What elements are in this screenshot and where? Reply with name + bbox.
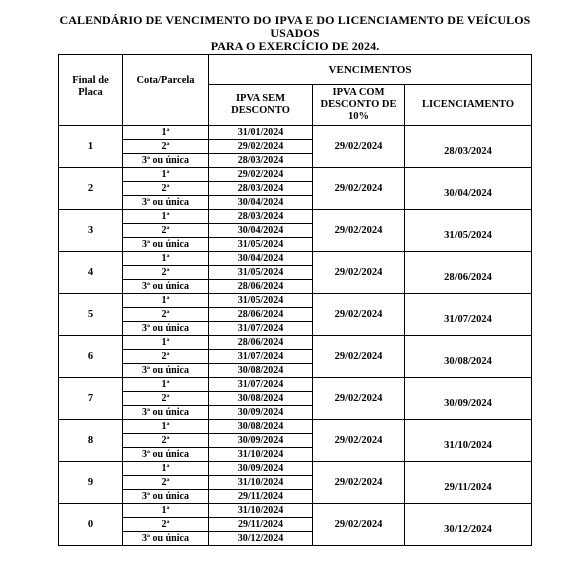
final-placa-cell: 7 [59,378,123,420]
table-row [59,294,532,308]
ipva-com-desconto-cell: 29/02/2024 [313,336,405,378]
document-title [40,14,550,53]
cota-cell: 1ª [123,126,209,140]
ipva-sem-desconto-cell: 30/08/2024 [209,392,313,406]
cota-cell: 3ª ou única [123,280,209,294]
ipva-sem-desconto-cell: 30/12/2024 [209,532,313,546]
ipva-sem-desconto-cell: 29/02/2024 [209,140,313,154]
ipva-sem-desconto-cell: 29/11/2024 [209,518,313,532]
ipva-sem-desconto-cell: 31/10/2024 [209,448,313,462]
licenciamento-cell: 30/08/2024 [405,336,532,378]
ipva-sem-desconto-cell: 30/09/2024 [209,434,313,448]
ipva-com-desconto-cell: 29/02/2024 [313,504,405,546]
ipva-sem-desconto-cell: 28/03/2024 [209,182,313,196]
title-line-2: PARA O EXERCÍCIO DE 2024. [210,39,380,53]
licenciamento-cell: 30/12/2024 [405,504,532,546]
licenciamento-cell: 28/06/2024 [405,252,532,294]
table-row [59,210,532,224]
cota-cell: 1ª [123,378,209,392]
final-placa-cell: 9 [59,462,123,504]
ipva-com-desconto-cell: 29/02/2024 [313,378,405,420]
cota-cell: 3ª ou única [123,196,209,210]
cota-cell: 1ª [123,336,209,350]
cota-cell: 2ª [123,308,209,322]
table-row [59,126,532,140]
ipva-sem-desconto-cell: 28/03/2024 [209,154,313,168]
licenciamento-cell: 30/04/2024 [405,168,532,210]
ipva-sem-desconto-cell: 28/03/2024 [209,210,313,224]
cota-cell: 2ª [123,476,209,490]
cota-cell: 1ª [123,462,209,476]
final-placa-cell: 3 [59,210,123,252]
ipva-com-desconto-cell: 29/02/2024 [313,168,405,210]
licenciamento-cell: 31/05/2024 [405,210,532,252]
cota-cell: 1ª [123,210,209,224]
ipva-sem-desconto-cell: 28/06/2024 [209,336,313,350]
cota-cell: 3ª ou única [123,490,209,504]
final-placa-cell: 2 [59,168,123,210]
header-final-placa: Final de Placa [59,55,123,126]
ipva-sem-desconto-cell: 31/05/2024 [209,238,313,252]
ipva-com-desconto-cell: 29/02/2024 [313,420,405,462]
cota-cell: 2ª [123,350,209,364]
final-placa-cell: 4 [59,252,123,294]
table-header [59,55,532,126]
cota-cell: 3ª ou única [123,448,209,462]
cota-cell: 2ª [123,434,209,448]
final-placa-cell: 8 [59,420,123,462]
licenciamento-cell: 31/07/2024 [405,294,532,336]
cota-cell: 2ª [123,266,209,280]
cota-cell: 3ª ou única [123,154,209,168]
ipva-sem-desconto-cell: 29/11/2024 [209,490,313,504]
cota-cell: 1ª [123,420,209,434]
ipva-sem-desconto-cell: 30/04/2024 [209,224,313,238]
cota-cell: 3ª ou única [123,532,209,546]
final-placa-cell: 0 [59,504,123,546]
ipva-sem-desconto-cell: 31/07/2024 [209,322,313,336]
header-ipva-com-desconto: IPVA COM DESCONTO DE 10% [313,85,405,126]
table-row [59,504,532,518]
cota-cell: 2ª [123,140,209,154]
ipva-sem-desconto-cell: 29/02/2024 [209,168,313,182]
ipva-com-desconto-cell: 29/02/2024 [313,126,405,168]
cota-cell: 1ª [123,294,209,308]
final-placa-cell: 1 [59,126,123,168]
ipva-sem-desconto-cell: 30/04/2024 [209,252,313,266]
ipva-sem-desconto-cell: 28/06/2024 [209,280,313,294]
table-body [59,126,532,546]
ipva-sem-desconto-cell: 31/10/2024 [209,476,313,490]
final-placa-cell: 5 [59,294,123,336]
cota-cell: 1ª [123,168,209,182]
ipva-com-desconto-cell: 29/02/2024 [313,294,405,336]
cota-cell: 2ª [123,518,209,532]
table-row [59,420,532,434]
ipva-com-desconto-cell: 29/02/2024 [313,252,405,294]
licenciamento-cell: 28/03/2024 [405,126,532,168]
cota-cell: 3ª ou única [123,364,209,378]
cota-cell: 3ª ou única [123,322,209,336]
ipva-sem-desconto-cell: 30/09/2024 [209,406,313,420]
header-licenciamento: LICENCIAMENTO [405,85,532,126]
ipva-sem-desconto-cell: 31/05/2024 [209,294,313,308]
ipva-sem-desconto-cell: 31/05/2024 [209,266,313,280]
ipva-sem-desconto-cell: 30/09/2024 [209,462,313,476]
header-vencimentos: VENCIMENTOS [209,55,532,85]
cota-cell: 3ª ou única [123,238,209,252]
ipva-sem-desconto-cell: 30/08/2024 [209,364,313,378]
ipva-sem-desconto-cell: 31/07/2024 [209,350,313,364]
table-row [59,336,532,350]
ipva-sem-desconto-cell: 30/08/2024 [209,420,313,434]
cota-cell: 2ª [123,392,209,406]
table-row [59,462,532,476]
calendar-table [58,54,532,546]
header-cota-parcela: Cota/Parcela [123,55,209,126]
licenciamento-cell: 29/11/2024 [405,462,532,504]
header-ipva-sem-desconto: IPVA SEM DESCONTO [209,85,313,126]
ipva-sem-desconto-cell: 31/01/2024 [209,126,313,140]
ipva-sem-desconto-cell: 28/06/2024 [209,308,313,322]
cota-cell: 3ª ou única [123,406,209,420]
licenciamento-cell: 31/10/2024 [405,420,532,462]
table-row [59,378,532,392]
cota-cell: 2ª [123,224,209,238]
licenciamento-cell: 30/09/2024 [405,378,532,420]
footnote-cut-off [130,557,510,563]
cota-cell: 2ª [123,182,209,196]
cota-cell: 1ª [123,252,209,266]
table-row [59,168,532,182]
cota-cell: 1ª [123,504,209,518]
ipva-com-desconto-cell: 29/02/2024 [313,210,405,252]
ipva-sem-desconto-cell: 31/07/2024 [209,378,313,392]
ipva-com-desconto-cell: 29/02/2024 [313,462,405,504]
ipva-sem-desconto-cell: 30/04/2024 [209,196,313,210]
ipva-sem-desconto-cell: 31/10/2024 [209,504,313,518]
title-line-1: CALENDÁRIO DE VENCIMENTO DO IPVA E DO LICENCIAMENTO DE VEÍCULOS USADOS [59,13,531,40]
final-placa-cell: 6 [59,336,123,378]
table-row [59,252,532,266]
